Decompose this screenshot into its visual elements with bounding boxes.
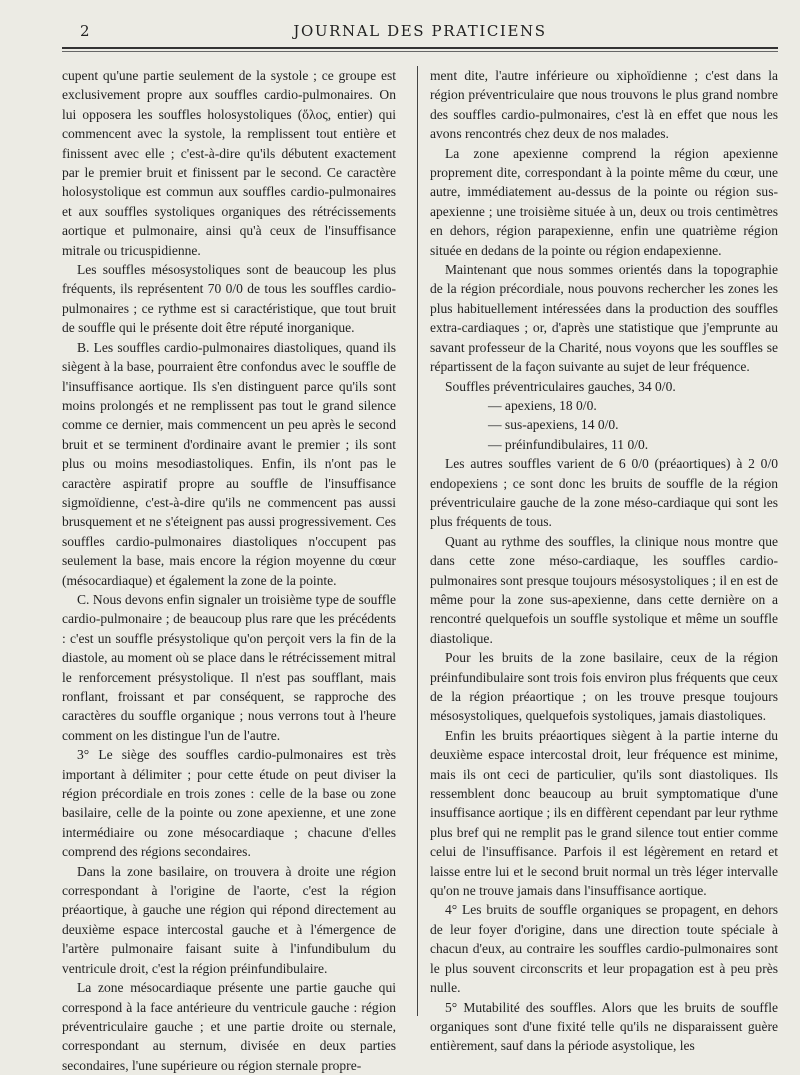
- column-divider: [417, 66, 418, 1016]
- paragraph: Dans la zone basilaire, on trouvera à droite une région correspondant à l'origine de l'aorte, c'est la région préaortique, à gauche une région qui répond directement au deuxième espace intercostal gauche et à l'émergence de l'artère pulmonaire faisant suite à l'infundibulum du ventricule droit, c'est la région préinfundibulaire.: [62, 863, 396, 976]
- paragraph: 5° Mutabilité des souffles. Alors que les bruits de souffle organiques sont d'une fixité telle qu'ils ne disparaissent guère entièrement, sauf dans la période asystolique, les: [430, 999, 778, 1054]
- paragraph: La zone apexienne comprend la région apexienne proprement dite, correspondant à la pointe même du cœur, une autre, immédiatement au-dessus de la pointe ou région sus-apexienne ; une troisième située à un, deux ou trois centimètres en dehors, région parapexienne, enfin une quatrième région située en dedans de la pointe ou région endapexienne.: [430, 145, 778, 258]
- page-number: 2: [80, 22, 90, 40]
- paragraph: B. Les souffles cardio-pulmonaires diastoliques, quand ils siègent à la base, pourraient être confondus avec le souffle de l'insuffisance aortique. Ils s'en distinguent parce qu'ils sont moins prolongés et ne remplissent pas tout le grand silence comme ce dernier, mais commencent un peu après le second bruit et se terminent d'ordinaire avant le premier ; ils sont plus ou moins mesodiastoliques. Enfin, ils n'ont pas le caractère aspiratif propre au souffle de l'insuffisance sigmoïdienne, c'est-à-dire qu'ils ne commencent pas aussi brusquement et ne s'éteignent pas aussi progressivement. Ces souffles cardio-pulmonaires diastoliques n'occupent pas seulement la base, mais encore la région moyenne du cœur (mésocardiaque) et également la zone de la pointe.: [62, 339, 396, 588]
- page-header: [62, 20, 778, 44]
- paragraph: Quant au rythme des souffles, la clinique nous montre que dans cette zone méso-cardiaque, les souffles cardio-pulmonaires sont presque toujours mésosystoliques ; il en est de même pour la zone sus-apexienne, dans cette dernière on a rencontré quelquefois un souffle systolique et même un souffle diastolique.: [430, 533, 778, 646]
- paragraph: Les souffles mésosystoliques sont de beaucoup les plus fréquents, ils représentent 70 0/0 de tous les souffles cardio-pulmonaires ; ce rythme est si caractéristique, que tout bruit de souffle qui le présente doit être réputé inorganique.: [62, 262, 396, 336]
- paragraph: Enfin les bruits préaortiques siègent à la partie interne du deuxième espace intercostal droit, leur fréquence est minime, mais ils ont ceci de particulier, qu'ils sont diastoliques. Ils ressemblent donc beaucoup au bruit symptomatique d'une insuffisance aortique ; ils en diffèrent cependant par leur rythme plus bref qui ne remplit pas le grand silence tout entier comme celui de l'insuffisance. Parfois il est légèrement en retard et laisse entre lui et le second bruit normal un très léger intervalle qu'on ne trouve jamais dans l'insuffisance aortique.: [430, 727, 778, 899]
- statistic-line: — préinfundibulaires, 11 0/0.: [488, 436, 649, 452]
- header-rule-thin: [62, 51, 778, 52]
- paragraph: Les autres souffles varient de 6 0/0 (préaortiques) à 2 0/0 endopexiens ; ce sont donc les bruits de souffle de la région préventriculaire gauche de la zone méso-cardiaque qui sont les plus fréquents de tous.: [430, 456, 778, 530]
- paragraph: C. Nous devons enfin signaler un troisième type de souffle cardio-pulmonaire ; de beaucoup plus rare que les précédents : c'est un souffle présystolique qu'on perçoit vers la fin de la diastole, au moment où se place dans le rétrécissement mitral le renforcement présystolique. Il n'est pas soufflant, mais ronflant, froissant et par conséquent, se rapproche des caractères du souffle organique ; nous verrons tout à l'heure comment on les distingue l'un de l'autre.: [62, 591, 396, 743]
- paragraph: cupent qu'une partie seulement de la systole ; ce groupe est exclusivement propre aux souffles cardio-pulmonaires. On lui opposera les souffles holosystoliques (ὅλος, entier) qui commencent avec la systole, la remplissent tout entière et finissent avec elle ; c'est-à-dire qu'ils débutent exactement par le premier bruit et finissent par le second. Ce caractère holosystolique est commun aux souffles cardio-pulmonaires et aux souffles systoliques organiques des rétrécissements aortique et pulmonaire, ainsi qu'à ceux de l'insuffisance mitrale ou tricuspidienne.: [62, 68, 396, 258]
- paragraph: La zone mésocardiaque présente une partie gauche qui correspond à la face antérieure du ventricule gauche : région préventriculaire gauche ; et une partie droite ou sternale, correspondant au sternum, divisée en deux parties secondaires, l'une supérieure ou région sternale propre-: [62, 980, 396, 1073]
- statistic-line: — apexiens, 18 0/0.: [488, 397, 597, 413]
- paragraph: Pour les bruits de la zone basilaire, ceux de la région préinfundibulaire sont trois fois environ plus fréquents que ceux de la région préaortique ; on les trouve presque toujours mésosystoliques, quelquefois systoliques, jamais diastoliques.: [430, 650, 778, 724]
- header-rule: [62, 47, 778, 49]
- paragraph: Maintenant que nous sommes orientés dans la topographie de la région précordiale, nous pouvons rechercher les zones les plus habituellement intéressées dans la production des souffles extra-cardiaques ; or, d'après une statistique que j'emprunte au savant professeur de la Charité, nous voyons que les souffles se répartissent de la façon suivante au sujet de leur fréquence.: [430, 262, 778, 375]
- paragraph: ment dite, l'autre inférieure ou xiphoïdienne ; c'est dans la région préventriculaire que nous trouvons le plus grand nombre des souffles cardio-pulmonaires, c'est là en effet que nous les avons rencontrés chez deux de nos malades.: [430, 68, 778, 142]
- paragraph: 3° Le siège des souffles cardio-pulmonaires est très important à délimiter ; pour cette étude on peut diviser la région précordiale en trois zones : celle de la base ou zone basilaire, celle de la pointe ou zone apexienne, et une zone intermédiaire ou zone mésocardiaque ; chacune d'elles comprend des régions secondaires.: [62, 747, 396, 860]
- journal-title: JOURNAL DES PRATICIENS: [293, 22, 547, 40]
- statistic-line: — sus-apexiens, 14 0/0.: [488, 417, 619, 433]
- paragraph: 4° Les bruits de souffle organiques se propagent, en dehors de leur foyer d'origine, dans une direction toute spéciale à chacun d'eux, au contraire les souffles cardio-pulmonaires sont le plus souvent circonscrits et leur propagation est à peu près nulle.: [430, 902, 778, 996]
- statistic-line: Souffles préventriculaires gauches, 34 0/0.: [445, 378, 676, 394]
- left-column: [62, 66, 396, 1075]
- right-column: [430, 66, 778, 1056]
